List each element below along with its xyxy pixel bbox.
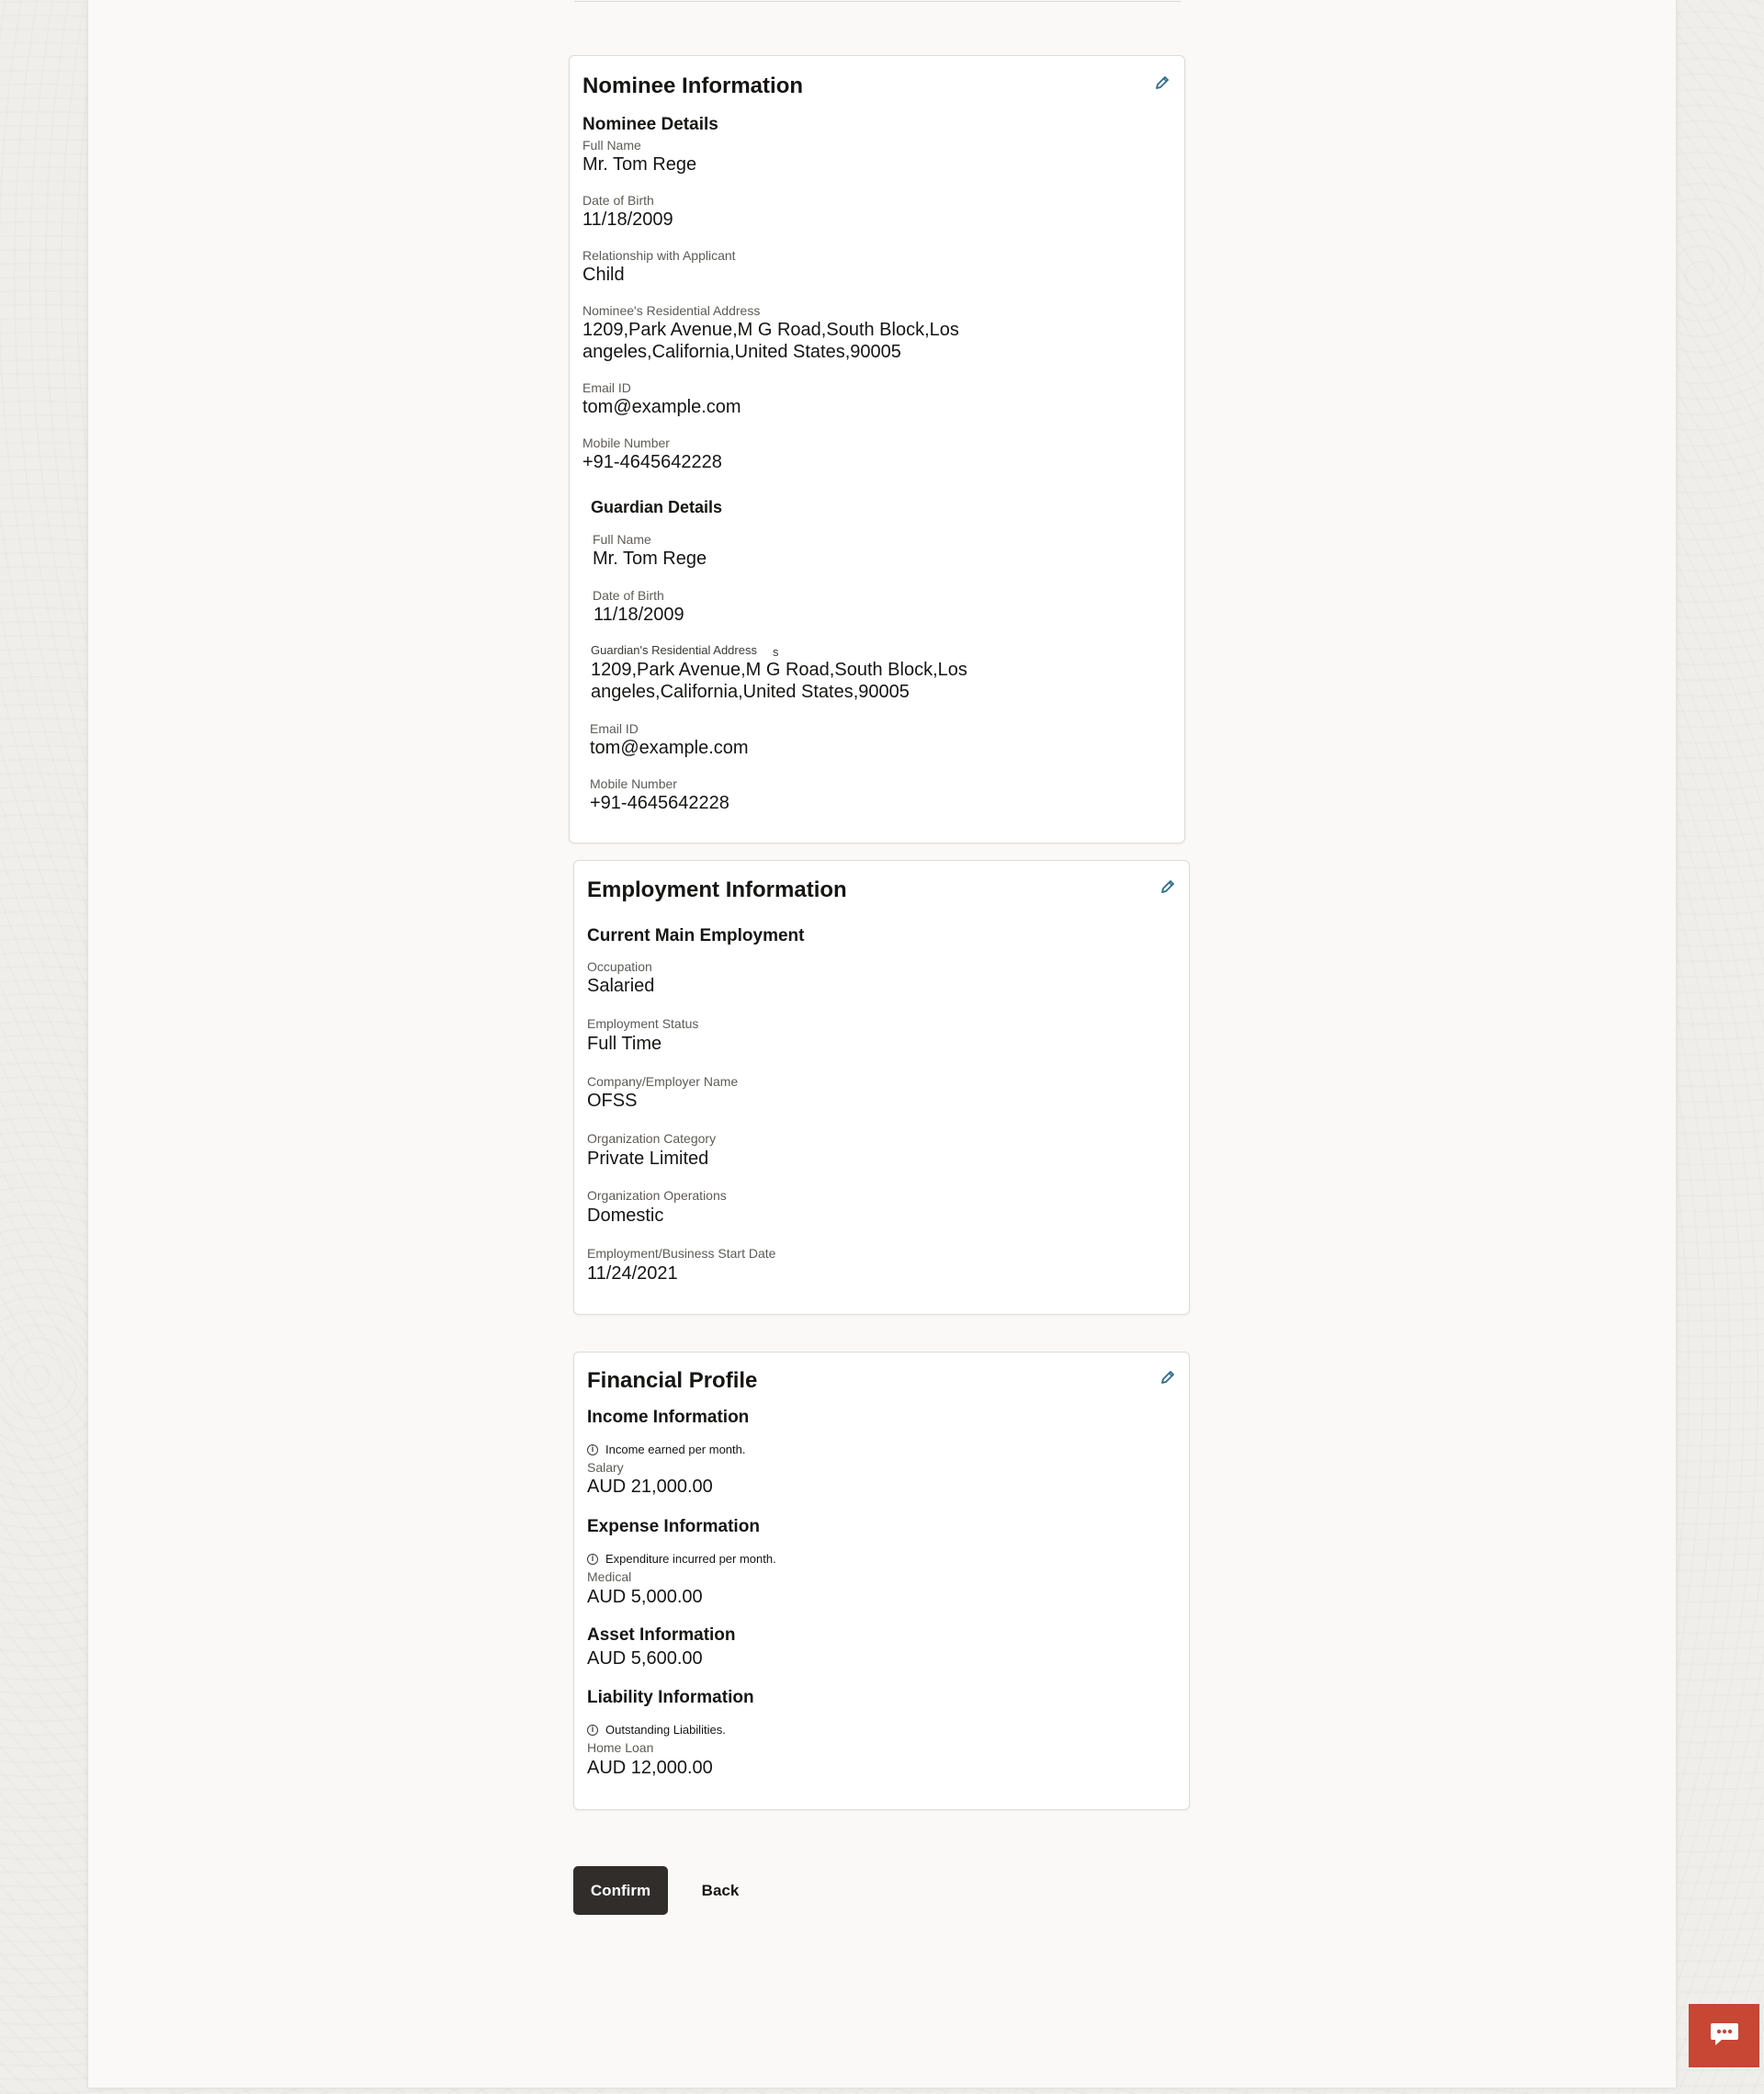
mobile-value: +91-4645642228: [582, 452, 722, 472]
medical-label: Medical: [587, 1569, 632, 1584]
guardian-dob-label: Date of Birth: [593, 588, 664, 603]
full-name-value: Mr. Tom Rege: [582, 154, 697, 175]
relationship-label: Relationship with Applicant: [582, 248, 736, 263]
info-icon: i: [587, 1444, 598, 1455]
guardian-mobile-label: Mobile Number: [590, 776, 677, 791]
chat-button[interactable]: [1689, 2004, 1759, 2067]
home-loan-label: Home Loan: [587, 1740, 654, 1755]
relationship-value: Child: [582, 265, 625, 285]
employment-status-value: Full Time: [587, 1034, 662, 1054]
pencil-icon: [1159, 1369, 1176, 1390]
org-category-label: Organization Category: [587, 1131, 717, 1146]
full-name-label: Full Name: [582, 138, 641, 153]
income-note-text: Income earned per month.: [605, 1443, 746, 1456]
edit-financial-button[interactable]: [1157, 1368, 1179, 1390]
guardian-dob-value: 11/18/2009: [594, 605, 684, 625]
occupation-label: Occupation: [587, 959, 652, 974]
email-label: Email ID: [582, 380, 631, 395]
medical-value: AUD 5,000.00: [587, 1587, 703, 1607]
back-button[interactable]: Back: [691, 1866, 750, 1915]
employment-status-label: Employment Status: [587, 1016, 699, 1031]
org-operations-label: Organization Operations: [587, 1188, 727, 1203]
nominee-details-heading: Nominee Details: [582, 115, 718, 134]
card-title: Financial Profile: [587, 1368, 758, 1393]
expense-note: [587, 1552, 776, 1566]
card-title: Employment Information: [587, 877, 847, 902]
mobile-label: Mobile Number: [582, 436, 670, 450]
address-line-2: angeles,California,United States,90005: [582, 342, 901, 362]
guardian-email-value: tom@example.com: [590, 738, 749, 758]
card-title: Nominee Information: [582, 74, 804, 98]
start-date-label: Employment/Business Start Date: [587, 1246, 776, 1261]
confirm-button[interactable]: Confirm: [573, 1866, 668, 1915]
salary-value: AUD 21,000.00: [587, 1477, 713, 1497]
guardian-email-label: Email ID: [590, 721, 639, 736]
dob-label: Date of Birth: [582, 193, 654, 208]
home-loan-value: AUD 12,000.00: [587, 1758, 713, 1778]
financial-profile-card: [573, 1352, 1190, 1810]
address-line-1: 1209,Park Avenue,M G Road,South Block,Los: [582, 320, 959, 340]
current-employment-heading: Current Main Employment: [587, 926, 805, 945]
liability-note-text: Outstanding Liabilities.: [605, 1723, 726, 1737]
income-heading: Income Information: [587, 1408, 750, 1427]
start-date-value: 11/24/2021: [587, 1263, 678, 1284]
chat-icon: [1709, 2020, 1740, 2051]
pencil-icon: [1154, 74, 1170, 96]
asset-heading: Asset Information: [587, 1625, 736, 1645]
income-note: [587, 1443, 745, 1456]
employer-value: OFSS: [587, 1091, 638, 1111]
divider: [574, 1, 1181, 2]
pencil-icon: [1159, 878, 1176, 900]
org-category-value: Private Limited: [587, 1149, 709, 1169]
edit-nominee-button[interactable]: [1151, 74, 1173, 96]
org-operations-value: Domestic: [587, 1205, 664, 1226]
guardian-address-line-1: 1209,Park Avenue,M G Road,South Block,Los: [591, 660, 967, 680]
liability-note: [587, 1723, 726, 1737]
guardian-details-heading: Guardian Details: [591, 498, 723, 516]
guardian-full-name-value: Mr. Tom Rege: [593, 549, 707, 569]
expense-heading: Expense Information: [587, 1517, 760, 1536]
guardian-address-stray-text: s: [773, 645, 779, 659]
email-value: tom@example.com: [582, 397, 741, 417]
occupation-value: Salaried: [587, 976, 655, 996]
info-icon: i: [587, 1554, 598, 1565]
salary-label: Salary: [587, 1460, 624, 1475]
info-icon: i: [587, 1725, 598, 1736]
guardian-mobile-value: +91-4645642228: [590, 793, 729, 813]
employer-label: Company/Employer Name: [587, 1074, 739, 1089]
liability-heading: Liability Information: [587, 1688, 754, 1707]
address-label: Nominee's Residential Address: [582, 303, 761, 318]
guardian-address-line-2: angeles,California,United States,90005: [591, 682, 910, 702]
dob-value: 11/18/2009: [582, 209, 673, 230]
guardian-full-name-label: Full Name: [593, 532, 651, 547]
expense-note-text: Expenditure incurred per month.: [605, 1552, 776, 1566]
edit-employment-button[interactable]: [1157, 877, 1179, 900]
employment-information-card: [573, 860, 1190, 1315]
guardian-address-label: Guardian's Residential Address: [591, 643, 757, 657]
asset-value: AUD 5,600.00: [587, 1648, 703, 1669]
nominee-information-card: [569, 55, 1185, 843]
